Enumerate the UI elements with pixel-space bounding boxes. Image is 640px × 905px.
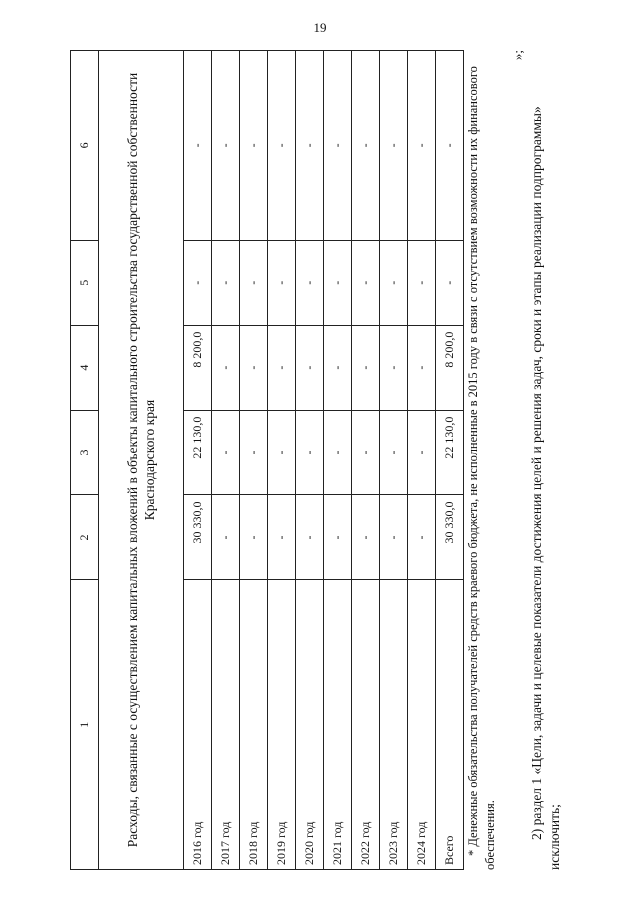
row-label: 2018 год	[240, 580, 268, 870]
row-label: 2017 год	[212, 580, 240, 870]
table-row	[296, 51, 324, 870]
value-cell: 8 200,0	[184, 325, 212, 410]
value-cell: -	[324, 240, 352, 325]
row-label: 2022 год	[352, 580, 380, 870]
value-cell: -	[184, 51, 212, 241]
value-cell: -	[240, 410, 268, 495]
value-cell: -	[268, 495, 296, 580]
value-cell: 30 330,0	[184, 495, 212, 580]
row-label: 2024 год	[408, 580, 436, 870]
section-title: Расходы, связанные с осуществлением капитальных вложений в объекты капитального строительства государственной собственности Краснодарского края	[99, 51, 184, 870]
header-cell: 2	[71, 495, 99, 580]
value-cell: -	[324, 325, 352, 410]
value-cell: -	[296, 240, 324, 325]
value-cell: 30 330,0	[436, 495, 464, 580]
value-cell: -	[436, 51, 464, 241]
value-cell: -	[296, 495, 324, 580]
value-cell: 22 130,0	[184, 410, 212, 495]
value-cell: -	[408, 240, 436, 325]
value-cell: -	[240, 51, 268, 241]
value-cell: -	[212, 410, 240, 495]
table-row	[240, 51, 268, 870]
value-cell: -	[352, 51, 380, 241]
header-cell: 3	[71, 410, 99, 495]
value-cell: -	[352, 410, 380, 495]
table-row	[408, 51, 436, 870]
value-cell: -	[268, 51, 296, 241]
value-cell: -	[352, 240, 380, 325]
value-cell: -	[296, 51, 324, 241]
value-cell: -	[268, 410, 296, 495]
amendment-paragraph: 2) раздел 1 «Цели, задачи и целевые показатели достижения целей и решения задач, сроки и этапы реализации подпрограммы» исключить;	[529, 106, 562, 870]
value-cell: -	[268, 240, 296, 325]
value-cell: -	[408, 410, 436, 495]
value-cell: -	[408, 495, 436, 580]
table-row	[268, 51, 296, 870]
value-cell: -	[212, 325, 240, 410]
value-cell: -	[268, 325, 296, 410]
header-cell: 5	[71, 240, 99, 325]
value-cell: -	[380, 240, 408, 325]
table-row	[212, 51, 240, 870]
table-row	[380, 51, 408, 870]
value-cell: -	[380, 495, 408, 580]
value-cell: -	[380, 51, 408, 241]
value-cell: -	[240, 495, 268, 580]
row-label: 2020 год	[296, 580, 324, 870]
value-cell: -	[380, 410, 408, 495]
value-cell: -	[240, 325, 268, 410]
value-cell: -	[184, 240, 212, 325]
value-cell: -	[436, 240, 464, 325]
section-row	[99, 51, 184, 870]
value-cell: 22 130,0	[436, 410, 464, 495]
footnote: * Денежные обязательства получателей средств краевого бюджета, не исполненные в 2015 году в связи с отсутствием возможности их финансового обеспечения.	[466, 66, 497, 870]
table-row	[436, 51, 464, 870]
value-cell: -	[240, 240, 268, 325]
header-cell: 6	[71, 51, 99, 241]
header-cell: 1	[71, 580, 99, 870]
page-number: 19	[313, 20, 327, 35]
header-cell: 4	[71, 325, 99, 410]
row-label: 2016 год	[184, 580, 212, 870]
value-cell: -	[380, 325, 408, 410]
row-label: 2019 год	[268, 580, 296, 870]
budget-table	[70, 50, 464, 870]
value-cell: -	[212, 51, 240, 241]
table-row	[352, 51, 380, 870]
header-row	[71, 51, 99, 870]
closing-mark: »;	[510, 50, 525, 61]
value-cell: -	[296, 410, 324, 495]
value-cell: -	[408, 325, 436, 410]
value-cell: -	[212, 240, 240, 325]
value-cell: -	[352, 325, 380, 410]
value-cell: -	[324, 495, 352, 580]
rotated-page-content	[70, 50, 570, 870]
value-cell: -	[324, 410, 352, 495]
table-row	[184, 51, 212, 870]
value-cell: -	[296, 325, 324, 410]
value-cell: 8 200,0	[436, 325, 464, 410]
value-cell: -	[212, 495, 240, 580]
value-cell: -	[408, 51, 436, 241]
row-label: 2021 год	[324, 580, 352, 870]
value-cell: -	[352, 495, 380, 580]
value-cell: -	[324, 51, 352, 241]
row-label: Всего	[436, 580, 464, 870]
row-label: 2023 год	[380, 580, 408, 870]
table-row	[324, 51, 352, 870]
